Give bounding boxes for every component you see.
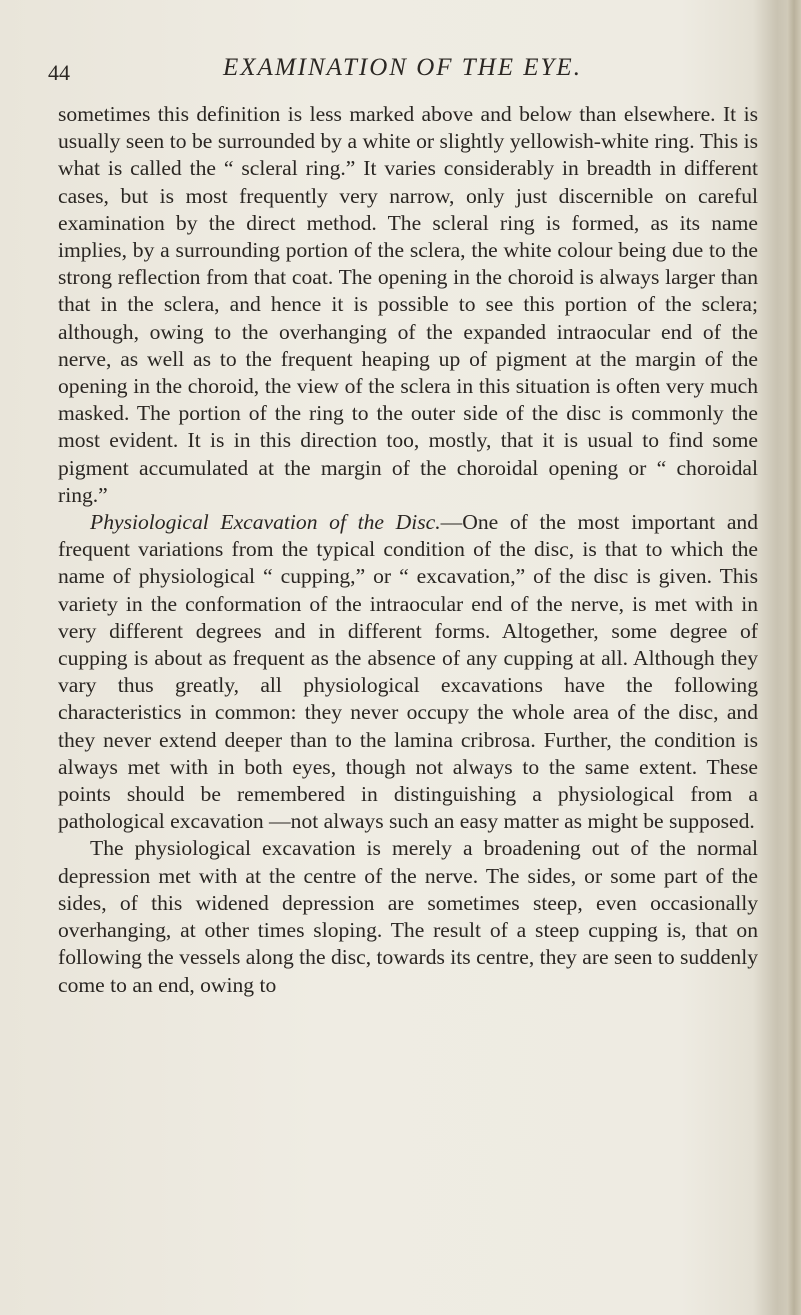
page-number: 44 <box>48 60 70 85</box>
paragraph-excavation-shape: The physiological excavation is merely a broadening out of the normal depression met with at the centre of the nerve. The sides, or some part of the sides, of this widened depression are sometimes steep, even occasionally overhanging, at other times sloping. The result of a steep cupping is, that on following the vessels along the disc, towards its centre, they are seen to suddenly come to an end, owing to <box>58 836 758 997</box>
page-edge-shadow <box>787 0 801 1315</box>
page-header <box>48 48 768 88</box>
paragraph-scleral-ring: sometimes this definition is less marked above and below than elsewhere. It is usually seen to be surrounded by a white or slightly yellowish-white ring. This is what is called the “ scleral ring.” It varies considerably in breadth in different cases, but is most frequently very narrow, only just discernible on careful examination by the direct method. The scleral ring is formed, as its name implies, by a surrounding portion of the sclera, the white colour being due to the strong reflection from that coat. The opening in the choroid is always larger than that in the sclera, and hence it is possible to see this portion of the sclera; although, owing to the overhanging of the expanded intraocular end of the nerve, as well as to the frequent heaping up of pigment at the margin of the opening in the choroid, the view of the sclera in this situation is often very much masked. The portion of the ring to the outer side of the disc is commonly the most evident. It is in this direction too, mostly, that it is usual to find some pigment accumulated at the margin of the choroidal opening or “ choroidal ring.” <box>58 102 758 507</box>
body-text <box>58 101 758 999</box>
running-head: EXAMINATION OF THE EYE. <box>223 54 582 81</box>
paragraph-text: —One of the most important and frequent variations from the typical condition of the disc, is that to which the name of physiological “ cupping,” or “ excavation,” of the disc is given. This variety in the conformation of the intraocular end of the nerve, is met with in very different degrees and in different forms. Altogether, some degree of cupping is about as frequent as the absence of any cupping at all. Although they vary thus greatly, all physiological excavations have the following characteristics in common: they never occupy the whole area of the disc, and they never extend deeper than to the lamina cribrosa. Further, the condition is always met with in both eyes, though not always to the same extent. These points should be remembered in distinguishing a physiological from a pathological excavation —not always such an easy matter as might be supposed. <box>58 510 758 834</box>
section-heading: Physiological Excavation of the Disc. <box>90 510 441 535</box>
paragraph-physiological-excavation <box>58 509 758 835</box>
